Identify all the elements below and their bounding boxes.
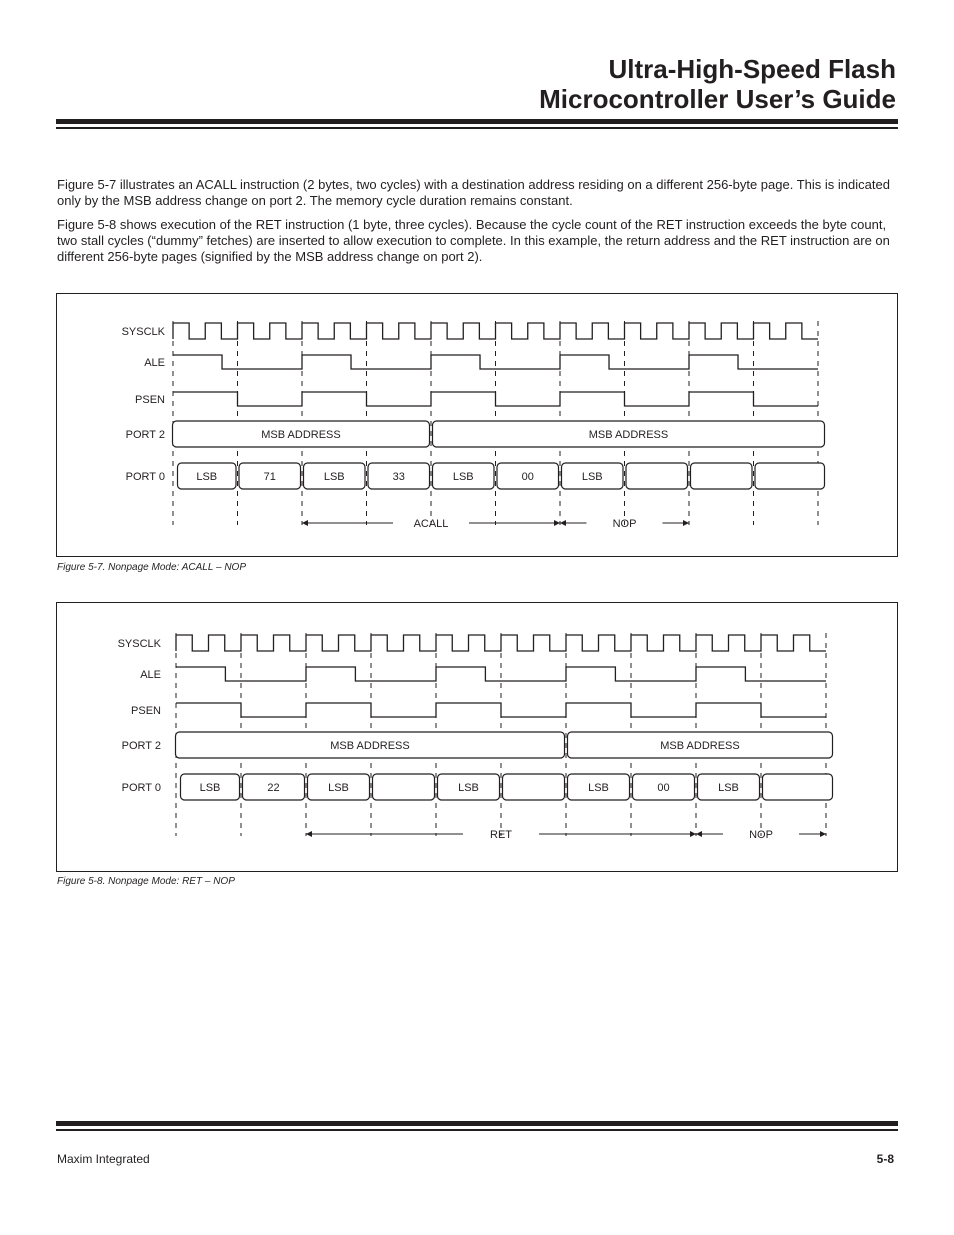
timing-diagram-acall [57,294,897,556]
sysclk-waveform [173,323,818,339]
port0-segment [373,774,435,800]
signal-label-port-0: PORT 0 [125,471,165,483]
sysclk-waveform [176,635,826,651]
signal-label-sysclk: SYSCLK [121,326,165,338]
psen-waveform [173,392,818,406]
port2-label: MSB ADDRESS [588,429,669,441]
span-label: ACALL [413,518,449,530]
psen-waveform [176,703,826,717]
arrowhead [306,831,312,837]
port0-label: LSB [199,782,221,794]
port0-label: 22 [267,782,280,794]
port0-segment [755,463,825,489]
figure-5-7-timing-diagram [56,293,898,557]
port0-label: LSB [328,782,349,794]
title-line-1: Ultra-High-Speed Flash [608,54,896,84]
port0-segment [691,463,753,489]
paragraph-1: Figure 5-7 illustrates an ACALL instruction (2 bytes, two cycles) with a destination address residing on a different 256-byte page. This is indicated only by the MSB address change on port 2. The memory cycle duration remains constant. [57,177,890,208]
header-rule-thin [56,127,898,129]
arrowhead [302,520,308,526]
port2-label: MSB ADDRESS [330,740,410,752]
footer-rule-thin [56,1129,898,1131]
port0-segment [626,463,688,489]
signal-label-sysclk: SYSCLK [117,638,161,650]
arrowhead [820,831,826,837]
page-title [539,54,896,114]
port0-label: LSB [196,471,218,483]
port0-label: LSB [452,471,474,483]
arrowhead [690,831,696,837]
port0-label: LSB [718,782,739,794]
port2-label: MSB ADDRESS [261,429,341,441]
port2-label: MSB ADDRESS [660,740,740,752]
signal-label-port-0: PORT 0 [121,782,161,794]
footer-company: Maxim Integrated [57,1152,150,1166]
signal-label-port-2: PORT 2 [125,429,165,441]
span-label: NOP [749,829,773,841]
port0-label: LSB [458,782,479,794]
port0-label: LSB [581,471,603,483]
port0-label: LSB [588,782,609,794]
footer-page-number: 5-8 [876,1152,894,1166]
figure-5-8-timing-diagram [56,602,898,872]
arrowhead [560,520,566,526]
span-label: NOP [612,518,637,530]
paragraph-2: Figure 5-8 shows execution of the RET instruction (1 byte, three cycles). Because the cycle count of the RET instruction exceeds the byte count, two stall cycles (“dummy” fetches) are inserted to allow execution to complete. In this example, the return address and the RET instruction are on different 256-byte pages (signified by the MSB address change on port 2). [57,217,890,264]
signal-label-port-2: PORT 2 [121,740,161,752]
port0-label: 33 [392,471,405,483]
port0-segment [503,774,565,800]
arrowhead [683,520,689,526]
title-line-2: Microcontroller User’s Guide [539,84,896,114]
figure-5-7-caption: Figure 5-7. Nonpage Mode: ACALL – NOP [57,562,246,573]
port0-label: LSB [323,471,345,483]
header-rule-thick [56,119,898,124]
signal-label-ale: ALE [144,357,165,369]
footer-rule-thick [56,1121,898,1126]
span-label: RET [490,829,512,841]
timing-diagram-ret [57,603,897,871]
port0-segment [763,774,833,800]
arrowhead [554,520,560,526]
arrowhead [696,831,702,837]
signal-label-ale: ALE [140,669,161,681]
port0-label: 00 [521,471,534,483]
signal-label-psen: PSEN [131,705,161,717]
signal-label-psen: PSEN [135,394,165,406]
figure-5-8-caption: Figure 5-8. Nonpage Mode: RET – NOP [57,876,235,887]
port0-label: 71 [263,471,276,483]
port0-label: 00 [657,782,670,794]
